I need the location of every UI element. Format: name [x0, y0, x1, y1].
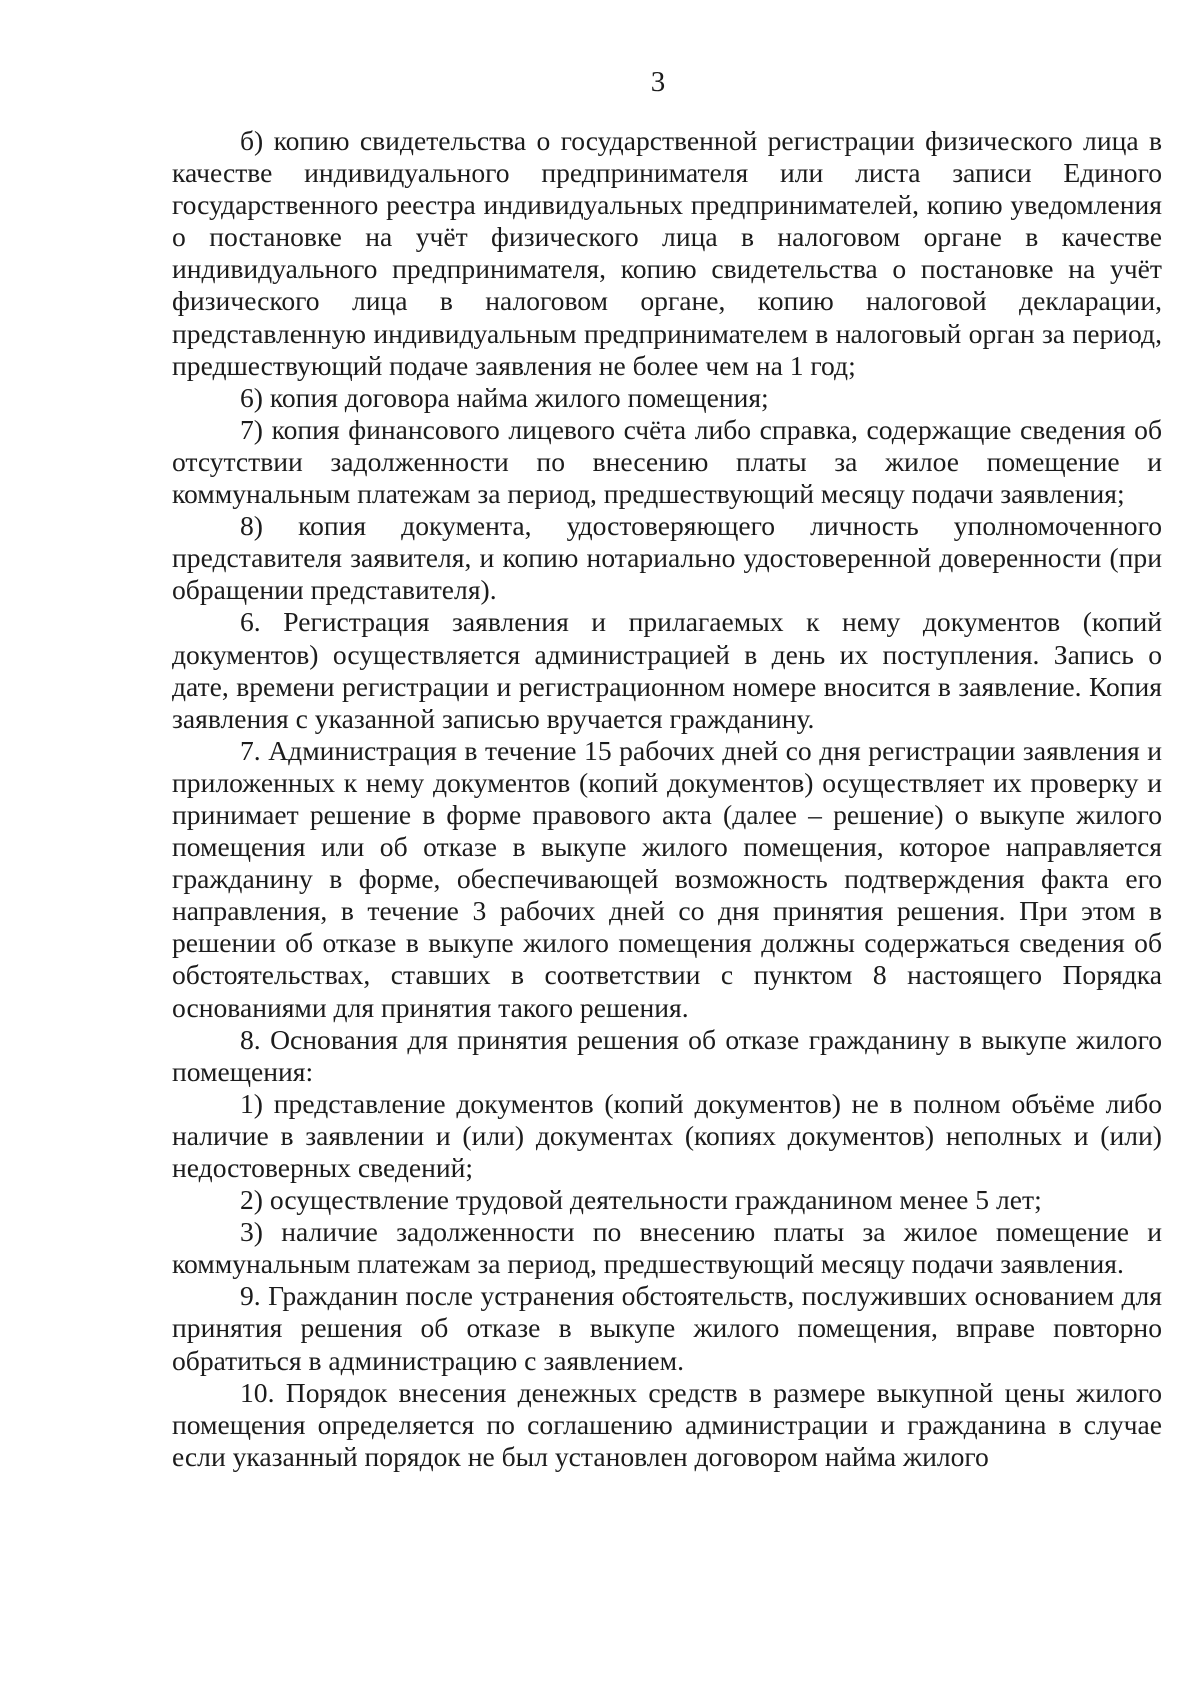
paragraph-7-account-statement: 7) копия финансового лицевого счёта либо справка, содержащие сведения об отсутствии задолженности по внесению платы за жилое помещение и коммунальным платежам за период, предшествующий месяцу подачи заявления;	[172, 413, 1162, 510]
document-body	[172, 125, 1162, 1473]
section-7-review: 7. Администрация в течение 15 рабочих дней со дня регистрации заявления и приложенных к нему документов (копий документов) осуществляет их проверку и принимает решение в форме правового акта (далее – решение) о выкупе жилого помещения или об отказе в выкупе жилого помещения, которое направляется гражданину в форме, обеспечивающей возможность подтверждения факта его направления, в течение 3 рабочих дней со дня принятия решения. При этом в решении об отказе в выкупе жилого помещения должны содержаться сведения об обстоятельствах, ставших в соответствии с пунктом 8 настоящего Порядка основаниями для принятия такого решения.	[172, 734, 1162, 1023]
paragraph-6-lease-agreement: 6) копия договора найма жилого помещения;	[240, 381, 769, 413]
section-10-payment-procedure: 10. Порядок внесения денежных средств в размере выкупной цены жилого помещения определяется по соглашению администрации и гражданина в случае если указанный порядок не был установлен договором найма жилого	[172, 1376, 1162, 1472]
paragraph-b-business-registration: б) копию свидетельства о государственной регистрации физического лица в качестве индивидуального предпринимателя или листа записи Единого государственного реестра индивидуальных предпринимателей, копию уведомления о постановке на учёт физического лица в налоговом органе в качестве индивидуального предпринимателя, копию свидетельства о постановке на учёт физического лица в налоговом органе, копию налоговой декларации, представленную индивидуальным предпринимателем в налоговый орган за период, предшествующий подаче заявления не более чем на 1 год;	[172, 125, 1162, 381]
refusal-ground-1: 1) представление документов (копий документов) не в полном объёме либо наличие в заявлении и (или) документах (копиях документов) неполных и (или) недостоверных сведений;	[172, 1087, 1162, 1183]
section-6-registration: 6. Регистрация заявления и прилагаемых к нему документов (копий документов) осуществляется администрацией в день их поступления. Запись о дате, времени регистрации и регистрационном номере вносится в заявление. Копия заявления с указанной записью вручается гражданину.	[172, 606, 1162, 734]
refusal-ground-2: 2) осуществление трудовой деятельности гражданином менее 5 лет;	[240, 1184, 1042, 1216]
section-9-reapplication: 9. Гражданин после устранения обстоятельств, послуживших основанием для принятия решения об отказе в выкупе жилого помещения, вправе повторно обратиться в администрацию с заявлением.	[172, 1280, 1162, 1376]
section-8-refusal-grounds: 8. Основания для принятия решения об отказе гражданину в выкупе жилого помещения:	[172, 1023, 1162, 1087]
refusal-ground-3: 3) наличие задолженности по внесению платы за жилое помещение и коммунальным платежам за период, предшествующий месяцу подачи заявления.	[172, 1216, 1162, 1280]
paragraph-8-representative-id: 8) копия документа, удостоверяющего личность уполномоченного представителя заявителя, и копию нотариально удостоверенной доверенности (при обращении представителя).	[172, 510, 1162, 606]
page-number: 3	[650, 66, 666, 98]
